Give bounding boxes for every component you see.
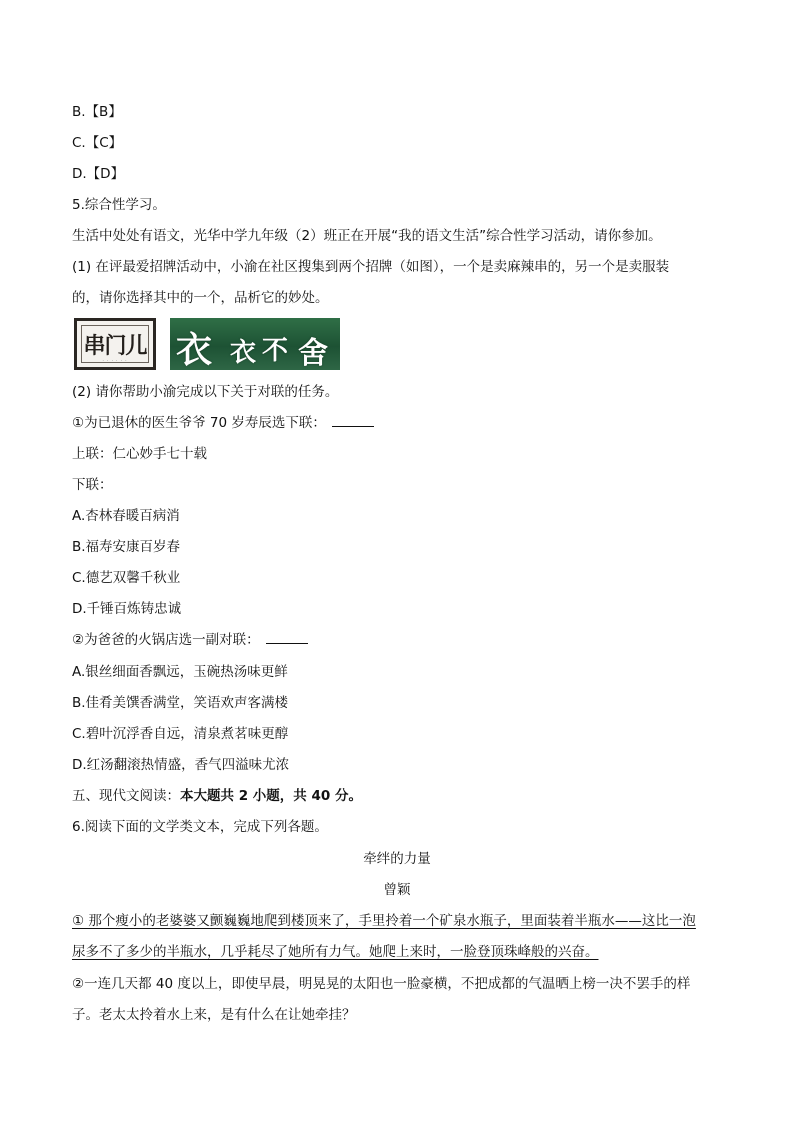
paragraph-2-line1: ②一连几天都 40 度以上，即使早晨，明晃晃的太阳也一脸豪横，不把成都的气温晒上榜一决不罢手的样 [72, 976, 691, 992]
signboard-clothing-char: 舍 [298, 336, 328, 370]
question-5-intro: 生活中处处有语文，光华中学九年级（2）班正在开展“我的语文生活”综合性学习活动，请你参加。 [72, 228, 662, 244]
signboard-spicy-skewers: 串门儿 · · · · · · [74, 318, 156, 370]
question-5-part1-line2: 的，请你选择其中的一个，品析它的妙处。 [72, 290, 329, 306]
task-1-prompt: ①为已退休的医生爷爷 70 岁寿辰选下联： [72, 413, 374, 433]
lower-couplet-label: 下联： [72, 477, 113, 493]
answer-blank [332, 414, 374, 427]
answer-blank [266, 631, 308, 644]
signboard-clothing-char: 衣 [230, 338, 257, 368]
task-1-option-b: B.福寿安康百岁春 [72, 539, 181, 555]
upper-couplet: 上联：仁心妙手七十载 [72, 446, 207, 462]
article-title: 牵绊的力量 [363, 851, 431, 867]
article-author: 曾颖 [383, 882, 411, 898]
task-2-prompt: ②为爸爸的火锅店选一副对联： [72, 630, 308, 650]
task-1-option-a: A.杏林春暖百病消 [72, 508, 180, 524]
task-2-option-d: D.红汤翻滚热情盛，香气四溢味尤浓 [72, 757, 290, 773]
question-5-part1-line1: (1) 在评最爱招牌活动中，小渝在社区搜集到两个招牌（如图），一个是卖麻辣串的，另一个是卖服装 [72, 259, 670, 275]
task-2-option-a: A.银丝细面香飘远，玉碗热汤味更鲜 [72, 664, 288, 680]
option-c: C.【C】 [72, 135, 123, 151]
question-5-part2: (2) 请你帮助小渝完成以下关于对联的任务。 [72, 384, 339, 400]
paragraph-1-line1: ① 那个瘦小的老婆婆又颤巍巍地爬到楼顶来了，手里拎着一个矿泉水瓶子，里面装着半瓶水——这比一泡 [72, 913, 696, 929]
task-2-option-b: B.佳肴美馔香满堂，笑语欢声客满楼 [72, 695, 289, 711]
signboard-clothing [170, 318, 340, 370]
task-1-option-d: D.千锤百炼铸忠诚 [72, 601, 182, 617]
signboard-spicy-skewers-text: 串门儿 [83, 333, 147, 359]
paragraph-1-line2: 尿多不了多少的半瓶水，几乎耗尽了她所有力气。她爬上来时，一脸登顶珠峰般的兴奋。 [72, 944, 599, 960]
paragraph-2-line2: 子。老太太拎着水上来，是有什么在让她牵挂？ [72, 1007, 356, 1023]
question-6-title: 6.阅读下面的文学类文本，完成下列各题。 [72, 819, 328, 835]
section-5-heading: 五、现代文阅读：本大题共 2 小题，共 40 分。 [72, 788, 362, 804]
task-1-option-c: C.德艺双馨千秋业 [72, 570, 181, 586]
signboard-clothing-char: 衣 [176, 329, 213, 370]
option-b: B.【B】 [72, 104, 122, 120]
option-d: D.【D】 [72, 166, 125, 182]
task-2-option-c: C.碧叶沉浮香自远，清泉煮茗味更醇 [72, 726, 289, 742]
question-5-title: 5.综合性学习。 [72, 197, 166, 213]
signboard-clothing-char: 不 [262, 336, 289, 366]
